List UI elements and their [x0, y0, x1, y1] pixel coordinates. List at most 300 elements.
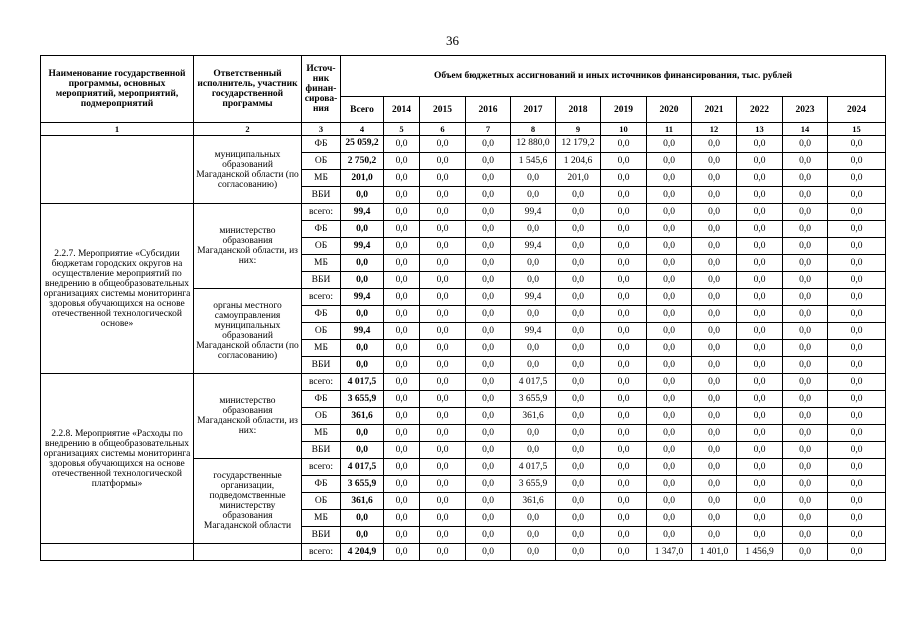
year-value: 0,0 — [828, 425, 886, 442]
year-value: 0,0 — [556, 476, 601, 493]
year-value: 0,0 — [556, 374, 601, 391]
year-value: 0,0 — [737, 255, 783, 272]
total-value: 4 017,5 — [341, 459, 384, 476]
year-value: 0,0 — [384, 255, 420, 272]
year-value: 0,0 — [828, 153, 886, 170]
funding-source: всего: — [302, 544, 341, 561]
year-value: 0,0 — [647, 459, 692, 476]
year-value: 99,4 — [511, 238, 556, 255]
year-value: 0,0 — [737, 238, 783, 255]
header-year: 2024 — [828, 97, 886, 123]
year-value: 0,0 — [384, 187, 420, 204]
year-value: 0,0 — [692, 221, 737, 238]
year-value: 0,0 — [420, 170, 466, 187]
year-value: 0,0 — [601, 221, 647, 238]
column-number: 12 — [692, 123, 737, 136]
executor-name: министерство образования Магаданской области, из них: — [194, 204, 302, 289]
year-value: 0,0 — [601, 238, 647, 255]
total-value: 4 017,5 — [341, 374, 384, 391]
year-value: 0,0 — [556, 425, 601, 442]
table-row — [41, 136, 886, 153]
year-value: 0,0 — [466, 323, 511, 340]
year-value: 0,0 — [647, 391, 692, 408]
year-value: 0,0 — [466, 187, 511, 204]
year-value: 0,0 — [828, 289, 886, 306]
year-value: 0,0 — [601, 459, 647, 476]
year-value: 0,0 — [556, 340, 601, 357]
year-value: 0,0 — [420, 544, 466, 561]
year-value: 0,0 — [556, 493, 601, 510]
total-value: 2 750,2 — [341, 153, 384, 170]
year-value: 0,0 — [692, 476, 737, 493]
year-value: 0,0 — [783, 442, 828, 459]
total-value: 0,0 — [341, 340, 384, 357]
year-value: 0,0 — [737, 493, 783, 510]
year-value: 0,0 — [783, 476, 828, 493]
year-value: 0,0 — [783, 170, 828, 187]
year-value: 0,0 — [647, 255, 692, 272]
year-value: 0,0 — [692, 510, 737, 527]
year-value: 0,0 — [737, 527, 783, 544]
year-value: 0,0 — [420, 323, 466, 340]
header-year: 2015 — [420, 97, 466, 123]
measure-name — [41, 544, 194, 561]
year-value: 0,0 — [601, 272, 647, 289]
year-value: 0,0 — [692, 374, 737, 391]
year-value: 0,0 — [647, 408, 692, 425]
year-value: 0,0 — [556, 459, 601, 476]
year-value: 0,0 — [783, 255, 828, 272]
year-value: 0,0 — [384, 459, 420, 476]
year-value: 0,0 — [828, 204, 886, 221]
year-value: 0,0 — [647, 238, 692, 255]
year-value: 0,0 — [601, 153, 647, 170]
year-value: 0,0 — [466, 204, 511, 221]
year-value: 0,0 — [384, 170, 420, 187]
year-value: 0,0 — [828, 306, 886, 323]
year-value: 0,0 — [556, 255, 601, 272]
funding-source: ОБ — [302, 238, 341, 255]
year-value: 0,0 — [384, 272, 420, 289]
year-value: 0,0 — [783, 544, 828, 561]
year-value: 0,0 — [511, 221, 556, 238]
year-value: 0,0 — [511, 510, 556, 527]
year-value: 0,0 — [466, 510, 511, 527]
funding-source: всего: — [302, 374, 341, 391]
year-value: 0,0 — [692, 187, 737, 204]
year-value: 0,0 — [466, 391, 511, 408]
year-value: 0,0 — [601, 204, 647, 221]
year-value: 0,0 — [384, 204, 420, 221]
header-year: 2019 — [601, 97, 647, 123]
year-value: 0,0 — [384, 357, 420, 374]
year-value: 0,0 — [420, 408, 466, 425]
year-value: 0,0 — [601, 408, 647, 425]
total-value: 0,0 — [341, 527, 384, 544]
year-value: 0,0 — [692, 238, 737, 255]
year-value: 0,0 — [783, 493, 828, 510]
year-value: 361,6 — [511, 408, 556, 425]
year-value: 0,0 — [783, 153, 828, 170]
year-value: 0,0 — [783, 425, 828, 442]
year-value: 12 179,2 — [556, 136, 601, 153]
year-value: 0,0 — [511, 187, 556, 204]
year-value: 0,0 — [601, 136, 647, 153]
column-number: 9 — [556, 123, 601, 136]
year-value: 99,4 — [511, 204, 556, 221]
total-value: 99,4 — [341, 323, 384, 340]
year-value: 0,0 — [556, 306, 601, 323]
total-value: 361,6 — [341, 408, 384, 425]
funding-source: ВБИ — [302, 527, 341, 544]
year-value: 0,0 — [647, 170, 692, 187]
year-value: 0,0 — [692, 323, 737, 340]
total-value: 0,0 — [341, 425, 384, 442]
year-value: 0,0 — [783, 238, 828, 255]
year-value: 0,0 — [737, 170, 783, 187]
funding-source: ФБ — [302, 306, 341, 323]
year-value: 0,0 — [828, 238, 886, 255]
year-value: 0,0 — [783, 187, 828, 204]
year-value: 0,0 — [556, 238, 601, 255]
year-value: 0,0 — [466, 136, 511, 153]
year-value: 0,0 — [692, 493, 737, 510]
year-value: 0,0 — [828, 391, 886, 408]
header-executor: Ответственный исполнитель, участник государственной программы — [194, 56, 302, 123]
year-value: 0,0 — [737, 374, 783, 391]
year-value: 0,0 — [737, 221, 783, 238]
year-value: 0,0 — [466, 425, 511, 442]
year-value: 0,0 — [601, 374, 647, 391]
year-value: 0,0 — [511, 340, 556, 357]
funding-source: ВБИ — [302, 272, 341, 289]
year-value: 0,0 — [384, 408, 420, 425]
funding-source: ФБ — [302, 136, 341, 153]
year-value: 0,0 — [556, 544, 601, 561]
total-value: 99,4 — [341, 289, 384, 306]
year-value: 0,0 — [466, 306, 511, 323]
header-year: 2023 — [783, 97, 828, 123]
year-value: 0,0 — [737, 306, 783, 323]
year-value: 0,0 — [783, 221, 828, 238]
funding-source: ВБИ — [302, 442, 341, 459]
year-value: 0,0 — [692, 136, 737, 153]
year-value: 0,0 — [420, 204, 466, 221]
year-value: 99,4 — [511, 323, 556, 340]
total-value: 201,0 — [341, 170, 384, 187]
year-value: 0,0 — [737, 425, 783, 442]
header-year: 2022 — [737, 97, 783, 123]
year-value: 0,0 — [828, 510, 886, 527]
year-value: 0,0 — [556, 442, 601, 459]
year-value: 0,0 — [783, 306, 828, 323]
year-value: 0,0 — [420, 425, 466, 442]
funding-source: МБ — [302, 340, 341, 357]
year-value: 0,0 — [783, 289, 828, 306]
column-number-row — [41, 123, 886, 136]
year-value: 1 401,0 — [692, 544, 737, 561]
year-value: 0,0 — [737, 340, 783, 357]
year-value: 0,0 — [692, 272, 737, 289]
header-year: 2018 — [556, 97, 601, 123]
year-value: 0,0 — [466, 289, 511, 306]
column-number: 8 — [511, 123, 556, 136]
year-value: 0,0 — [828, 255, 886, 272]
column-number: 10 — [601, 123, 647, 136]
year-value: 0,0 — [783, 136, 828, 153]
year-value: 0,0 — [466, 238, 511, 255]
year-value: 0,0 — [828, 187, 886, 204]
year-value: 0,0 — [384, 289, 420, 306]
executor-name: органы местного самоуправления муниципальных образований Магаданской области (по согласованию) — [194, 289, 302, 374]
header-volume: Объем бюджетных ассигнований и иных источников финансирования, тыс. рублей — [341, 56, 886, 97]
year-value: 0,0 — [828, 476, 886, 493]
year-value: 0,0 — [647, 425, 692, 442]
year-value: 0,0 — [511, 255, 556, 272]
year-value: 0,0 — [384, 425, 420, 442]
year-value: 0,0 — [783, 340, 828, 357]
year-value: 3 655,9 — [511, 476, 556, 493]
header-name: Наименование государственной программы, основных мероприятий, мероприятий, подмероприятий — [41, 56, 194, 123]
year-value: 0,0 — [601, 255, 647, 272]
year-value: 0,0 — [556, 323, 601, 340]
year-value: 0,0 — [647, 476, 692, 493]
year-value: 0,0 — [420, 306, 466, 323]
year-value: 0,0 — [737, 408, 783, 425]
executor-name: государственные организации, подведомственные министерству образования Магаданской области — [194, 459, 302, 544]
measure-name: 2.2.7. Мероприятие «Субсидии бюджетам городских округов на осуществление мероприятий по внедрению в общеобразовательных организациях системы мониторинга здоровья обучающихся на основе отечественной технологической основе» — [41, 204, 194, 374]
budget-table — [40, 55, 886, 561]
year-value: 0,0 — [420, 459, 466, 476]
year-value: 0,0 — [692, 170, 737, 187]
year-value: 0,0 — [420, 340, 466, 357]
total-value: 0,0 — [341, 357, 384, 374]
measure-name: 2.2.8. Мероприятие «Расходы по внедрению в общеобразовательных организациях системы мониторинга здоровья обучающихся на основе отечественной технологической платформы» — [41, 374, 194, 544]
year-value: 0,0 — [420, 391, 466, 408]
year-value: 0,0 — [692, 204, 737, 221]
year-value: 0,0 — [828, 272, 886, 289]
year-value: 0,0 — [737, 357, 783, 374]
year-value: 0,0 — [420, 238, 466, 255]
total-value: 361,6 — [341, 493, 384, 510]
year-value: 0,0 — [783, 391, 828, 408]
funding-source: ВБИ — [302, 357, 341, 374]
total-value: 3 655,9 — [341, 391, 384, 408]
year-value: 0,0 — [828, 442, 886, 459]
year-value: 0,0 — [692, 153, 737, 170]
year-value: 0,0 — [556, 408, 601, 425]
year-value: 0,0 — [737, 289, 783, 306]
year-value: 0,0 — [511, 170, 556, 187]
column-number: 2 — [194, 123, 302, 136]
year-value: 0,0 — [647, 272, 692, 289]
year-value: 0,0 — [692, 306, 737, 323]
funding-source: ОБ — [302, 153, 341, 170]
year-value: 0,0 — [420, 221, 466, 238]
year-value: 99,4 — [511, 289, 556, 306]
year-value: 0,0 — [466, 255, 511, 272]
year-value: 0,0 — [556, 204, 601, 221]
year-value: 1 456,9 — [737, 544, 783, 561]
total-value: 99,4 — [341, 204, 384, 221]
year-value: 0,0 — [647, 357, 692, 374]
column-number: 4 — [341, 123, 384, 136]
year-value: 0,0 — [601, 306, 647, 323]
column-number: 11 — [647, 123, 692, 136]
year-value: 0,0 — [828, 136, 886, 153]
year-value: 0,0 — [647, 289, 692, 306]
header-year: 2021 — [692, 97, 737, 123]
year-value: 0,0 — [692, 459, 737, 476]
year-value: 1 545,6 — [511, 153, 556, 170]
year-value: 0,0 — [601, 476, 647, 493]
column-number: 1 — [41, 123, 194, 136]
year-value: 0,0 — [783, 357, 828, 374]
year-value: 0,0 — [692, 425, 737, 442]
year-value: 0,0 — [737, 442, 783, 459]
year-value: 0,0 — [384, 136, 420, 153]
header-year: 2017 — [511, 97, 556, 123]
year-value: 0,0 — [511, 357, 556, 374]
year-value: 0,0 — [601, 357, 647, 374]
year-value: 0,0 — [511, 442, 556, 459]
total-value: 0,0 — [341, 306, 384, 323]
year-value: 0,0 — [556, 527, 601, 544]
year-value: 4 017,5 — [511, 374, 556, 391]
year-value: 1 347,0 — [647, 544, 692, 561]
year-value: 0,0 — [828, 323, 886, 340]
year-value: 0,0 — [828, 340, 886, 357]
year-value: 0,0 — [466, 493, 511, 510]
column-number: 6 — [420, 123, 466, 136]
year-value: 0,0 — [384, 476, 420, 493]
year-value: 0,0 — [828, 544, 886, 561]
year-value: 0,0 — [601, 289, 647, 306]
year-value: 0,0 — [601, 510, 647, 527]
year-value: 0,0 — [692, 357, 737, 374]
year-value: 0,0 — [601, 187, 647, 204]
year-value: 0,0 — [511, 544, 556, 561]
year-value: 0,0 — [466, 476, 511, 493]
year-value: 0,0 — [647, 221, 692, 238]
year-value: 0,0 — [420, 442, 466, 459]
year-value: 0,0 — [692, 391, 737, 408]
year-value: 0,0 — [828, 408, 886, 425]
year-value: 0,0 — [647, 306, 692, 323]
year-value: 0,0 — [783, 408, 828, 425]
year-value: 0,0 — [828, 374, 886, 391]
year-value: 0,0 — [647, 153, 692, 170]
year-value: 0,0 — [647, 136, 692, 153]
header-year: 2020 — [647, 97, 692, 123]
year-value: 0,0 — [737, 459, 783, 476]
year-value: 0,0 — [783, 272, 828, 289]
total-value: 0,0 — [341, 510, 384, 527]
year-value: 0,0 — [828, 221, 886, 238]
year-value: 0,0 — [420, 289, 466, 306]
funding-source: МБ — [302, 170, 341, 187]
year-value: 0,0 — [737, 187, 783, 204]
year-value: 0,0 — [420, 255, 466, 272]
table-row — [41, 204, 886, 221]
total-value: 0,0 — [341, 272, 384, 289]
year-value: 0,0 — [647, 187, 692, 204]
year-value: 0,0 — [511, 272, 556, 289]
year-value: 0,0 — [601, 493, 647, 510]
year-value: 0,0 — [737, 136, 783, 153]
total-value: 0,0 — [341, 442, 384, 459]
year-value: 0,0 — [384, 306, 420, 323]
total-value: 0,0 — [341, 255, 384, 272]
year-value: 0,0 — [420, 374, 466, 391]
year-value: 0,0 — [466, 544, 511, 561]
year-value: 0,0 — [737, 476, 783, 493]
year-value: 0,0 — [511, 527, 556, 544]
year-value: 0,0 — [384, 340, 420, 357]
table-row — [41, 374, 886, 391]
year-value: 0,0 — [601, 170, 647, 187]
year-value: 0,0 — [466, 340, 511, 357]
year-value: 0,0 — [601, 425, 647, 442]
year-value: 0,0 — [556, 510, 601, 527]
year-value: 0,0 — [601, 340, 647, 357]
year-value: 0,0 — [692, 340, 737, 357]
year-value: 0,0 — [420, 272, 466, 289]
total-value: 99,4 — [341, 238, 384, 255]
year-value: 0,0 — [601, 442, 647, 459]
year-value: 0,0 — [466, 442, 511, 459]
year-value: 0,0 — [647, 374, 692, 391]
year-value: 0,0 — [511, 425, 556, 442]
year-value: 0,0 — [737, 204, 783, 221]
year-value: 0,0 — [692, 527, 737, 544]
year-value: 0,0 — [828, 357, 886, 374]
year-value: 0,0 — [828, 493, 886, 510]
year-value: 201,0 — [556, 170, 601, 187]
total-value: 25 059,2 — [341, 136, 384, 153]
column-number: 5 — [384, 123, 420, 136]
year-value: 4 017,5 — [511, 459, 556, 476]
column-number: 13 — [737, 123, 783, 136]
year-value: 0,0 — [828, 459, 886, 476]
year-value: 0,0 — [466, 272, 511, 289]
year-value: 3 655,9 — [511, 391, 556, 408]
year-value: 0,0 — [601, 391, 647, 408]
year-value: 0,0 — [466, 408, 511, 425]
column-number: 14 — [783, 123, 828, 136]
header-total: Всего — [341, 97, 384, 123]
year-value: 0,0 — [384, 374, 420, 391]
year-value: 0,0 — [466, 221, 511, 238]
funding-source: ФБ — [302, 391, 341, 408]
year-value: 0,0 — [466, 153, 511, 170]
funding-source: МБ — [302, 255, 341, 272]
year-value: 0,0 — [783, 510, 828, 527]
year-value: 0,0 — [420, 357, 466, 374]
year-value: 0,0 — [420, 187, 466, 204]
funding-source: всего: — [302, 289, 341, 306]
year-value: 12 880,0 — [511, 136, 556, 153]
executor-name: муниципальных образований Магаданской области (по согласованию) — [194, 136, 302, 204]
year-value: 0,0 — [783, 527, 828, 544]
year-value: 0,0 — [737, 153, 783, 170]
year-value: 0,0 — [647, 527, 692, 544]
year-value: 0,0 — [466, 374, 511, 391]
funding-source: ФБ — [302, 476, 341, 493]
year-value: 0,0 — [420, 493, 466, 510]
measure-name — [41, 136, 194, 204]
year-value: 0,0 — [384, 493, 420, 510]
